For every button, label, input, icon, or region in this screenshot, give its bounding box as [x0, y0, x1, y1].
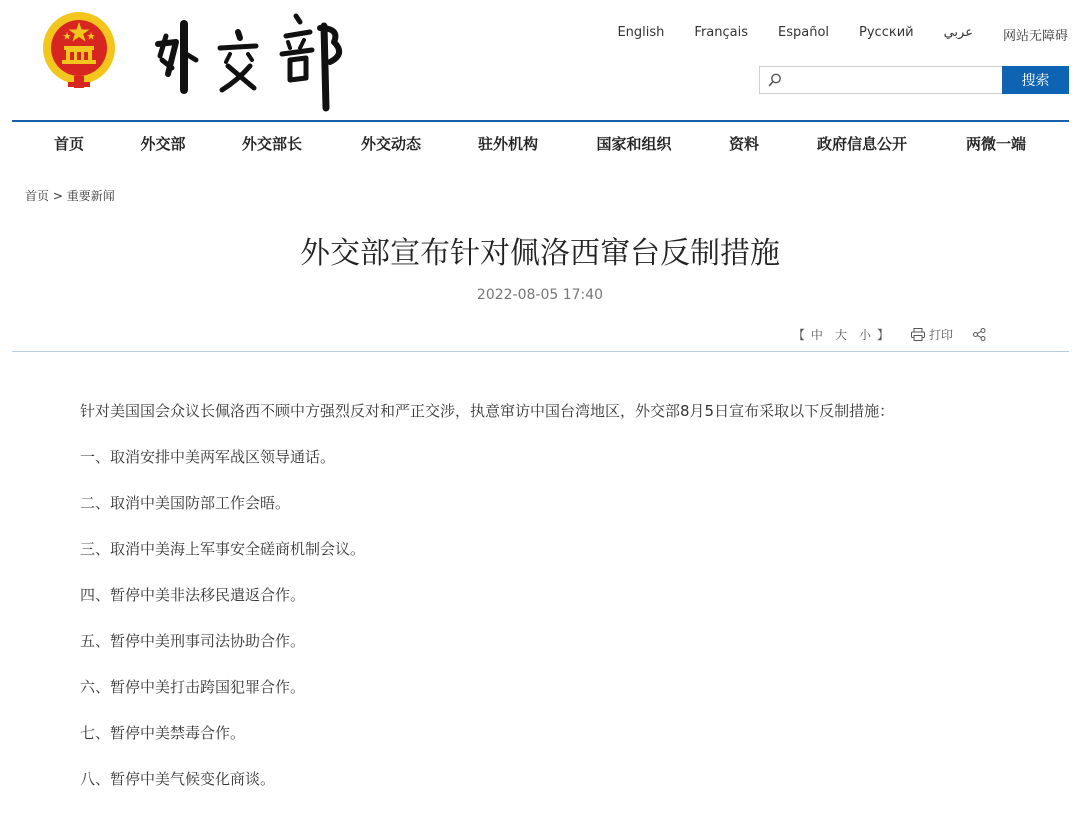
- nav-item-government-info[interactable]: 政府信息公开: [816, 135, 908, 153]
- nav-item-ministry[interactable]: 外交部: [140, 135, 186, 153]
- search-input[interactable]: [786, 69, 1000, 91]
- font-size-small[interactable]: 小: [858, 328, 871, 342]
- site-header: [0, 0, 1080, 120]
- language-bar: [587, 25, 1068, 44]
- font-size-bracket-close: 】: [876, 328, 889, 342]
- breadcrumb-current[interactable]: 重要新闻: [66, 189, 115, 203]
- nav-item-resources[interactable]: 资料: [728, 135, 760, 153]
- article-date: 2022-08-05 17:40: [476, 287, 604, 303]
- nav-item-home[interactable]: 首页: [53, 135, 85, 153]
- nav-item-diplomatic-news[interactable]: 外交动态: [360, 135, 422, 153]
- font-size-bracket-open: 【: [792, 328, 805, 342]
- font-size-control: [793, 326, 889, 343]
- language-link-french[interactable]: Français: [694, 25, 748, 40]
- calligraphy-logo[interactable]: [150, 8, 360, 112]
- article-paragraph: 五、暂停中美刑事司法协助合作。: [80, 632, 306, 650]
- share-icon[interactable]: [973, 328, 986, 341]
- nav-item-countries-organizations[interactable]: 国家和组织: [596, 135, 672, 153]
- article-paragraph: 针对美国国会众议长佩洛西不顾中方强烈反对和严正交涉，执意窜访中国台湾地区，外交部8月5日宣布采取以下反制措施：: [80, 402, 895, 420]
- language-link-russian[interactable]: Русский: [859, 25, 914, 40]
- search-icon: [767, 72, 783, 88]
- font-size-medium[interactable]: 中: [810, 328, 823, 342]
- search-bar: [759, 66, 1069, 94]
- nav-item-minister[interactable]: 外交部长: [241, 135, 303, 153]
- title-divider: [12, 351, 1069, 352]
- main-nav: [12, 122, 1069, 166]
- accessibility-link[interactable]: 网站无障碍: [1002, 29, 1068, 44]
- breadcrumb-home[interactable]: 首页: [25, 189, 50, 203]
- article-paragraph: 三、取消中美海上军事安全磋商机制会议。: [80, 540, 366, 558]
- language-link-spanish[interactable]: Español: [778, 25, 830, 40]
- article-paragraph: 八、暂停中美气候变化商谈。: [80, 770, 276, 788]
- nav-item-missions-abroad[interactable]: 驻外机构: [477, 135, 539, 153]
- nav-item-social-media[interactable]: 两微一端: [965, 135, 1027, 153]
- search-box: [759, 66, 1002, 94]
- font-size-large[interactable]: 大: [834, 328, 847, 342]
- article-paragraph: 四、暂停中美非法移民遣返合作。: [80, 586, 306, 604]
- article-tools: [793, 326, 986, 343]
- article-paragraph: 一、取消安排中美两军战区领导通话。: [80, 448, 336, 466]
- national-emblem-logo[interactable]: [40, 10, 118, 90]
- print-label: 打印: [928, 328, 953, 342]
- print-button[interactable]: [911, 326, 953, 343]
- article-paragraph: 二、取消中美国防部工作会晤。: [80, 494, 291, 512]
- search-button[interactable]: 搜索: [1002, 66, 1069, 94]
- breadcrumb: [25, 187, 115, 204]
- breadcrumb-separator: >: [52, 189, 63, 203]
- article-paragraph: 七、暂停中美禁毒合作。: [80, 724, 246, 742]
- language-link-arabic[interactable]: عربي: [943, 25, 973, 40]
- article-body: [80, 400, 1040, 814]
- printer-icon: [911, 328, 925, 341]
- language-link-english[interactable]: English: [617, 25, 665, 40]
- article-title: 外交部宣布针对佩洛西窜台反制措施: [300, 236, 780, 271]
- article-paragraph: 六、暂停中美打击跨国犯罪合作。: [80, 678, 306, 696]
